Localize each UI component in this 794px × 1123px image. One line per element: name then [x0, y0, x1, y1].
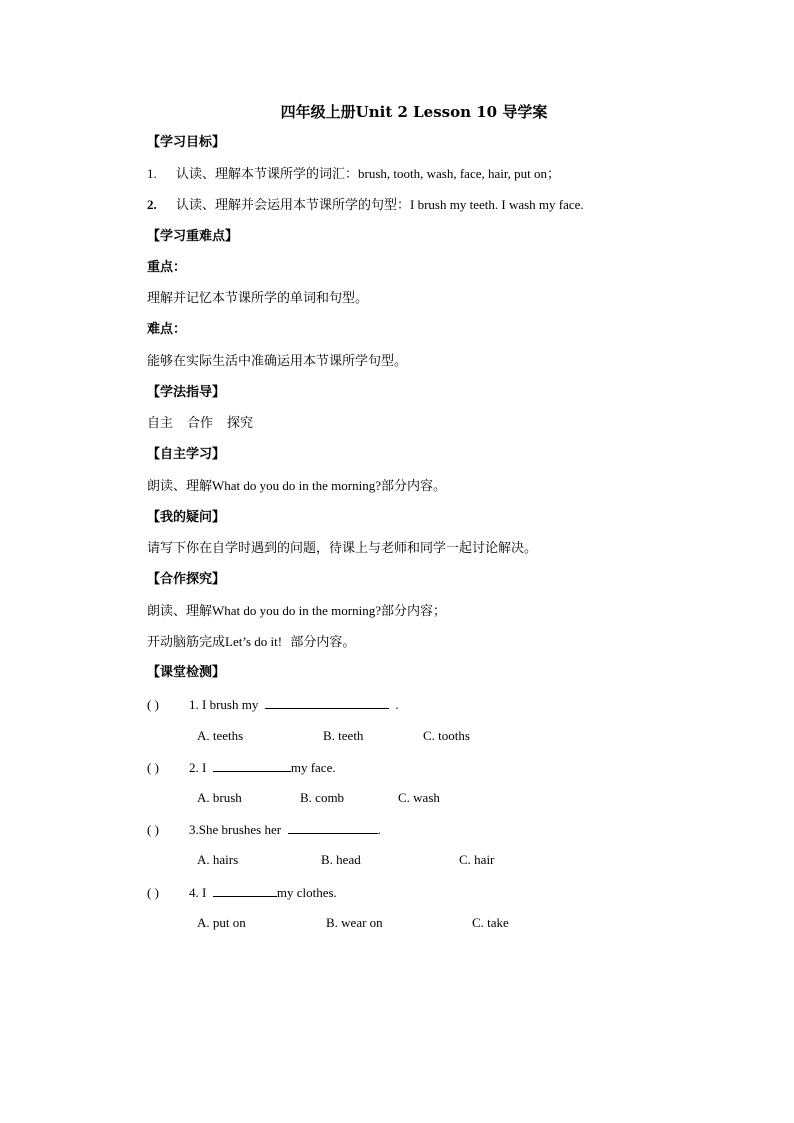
option-c: C. take [472, 915, 509, 930]
method-item: 合作 [187, 416, 214, 431]
answer-blank[interactable] [213, 883, 277, 897]
option-a: A. teeths [197, 728, 244, 743]
answer-paren[interactable]: ( ) [147, 760, 159, 775]
self-study-text-cn: 朗读、理解 [147, 479, 213, 494]
method-heading: 【学法指导】 [147, 385, 226, 400]
goal-item-2 [147, 196, 584, 215]
option-a: A. put on [197, 915, 246, 930]
cooperation-heading: 【合作探究】 [147, 572, 226, 587]
method-item: 探究 [227, 416, 254, 431]
answer-blank[interactable] [288, 820, 378, 834]
goal-item-1 [147, 165, 560, 184]
question-prefix: 2. I [189, 760, 207, 775]
self-study-text [147, 477, 446, 496]
option-b: B. comb [300, 790, 345, 805]
quiz-question-1 [147, 695, 399, 714]
goal-text-cn: 认读、理解本节课所学的词汇： [176, 167, 359, 182]
option-b: B. teeth [323, 728, 364, 743]
option-a: A. brush [197, 790, 242, 805]
goal-number: 2. [147, 197, 157, 212]
self-study-text-en: What do you do in the morning? [212, 478, 381, 493]
goal-number: 1. [147, 166, 157, 181]
option-a: A. hairs [197, 852, 239, 867]
answer-paren[interactable]: ( ) [147, 885, 159, 900]
goal-text-en: brush, tooth, wash, face, hair, put on； [358, 166, 561, 181]
page-title: 四年级上册Unit 2 Lesson 10 导学案 [280, 103, 548, 121]
cooperation-text-en: What do you do in the morning? [212, 603, 381, 618]
my-questions-heading: 【我的疑问】 [147, 510, 226, 525]
option-c: C. hair [459, 852, 495, 867]
question-suffix: . [377, 822, 381, 837]
option-b: B. wear on [326, 915, 383, 930]
quiz-heading: 【课堂检测】 [147, 665, 226, 680]
difficulty-label: 难点： [147, 322, 187, 337]
cooperation-text-cn: 开动脑筋完成 [147, 635, 226, 650]
quiz-question-3 [147, 820, 381, 839]
answer-blank[interactable] [265, 695, 389, 709]
method-item: 自主 [147, 416, 174, 431]
key-points-heading: 【学习重难点】 [147, 229, 239, 244]
option-c: C. tooths [423, 728, 470, 743]
difficulty-text: 能够在实际生活中准确运用本节课所学句型。 [147, 354, 408, 369]
method-list [147, 415, 267, 433]
cooperation-text-cn-end: 部分内容。 [290, 635, 356, 650]
self-study-text-cn-end: 部分内容。 [380, 479, 446, 494]
question-suffix: . [395, 697, 399, 712]
cooperation-text-en: Let’s do it! [225, 634, 283, 649]
question-prefix: 1. I brush my [189, 697, 259, 712]
option-c: C. wash [398, 790, 440, 805]
answer-paren[interactable]: ( ) [147, 697, 159, 712]
cooperation-text-cn: 朗读、理解 [147, 604, 213, 619]
question-suffix: my clothes. [276, 885, 337, 900]
focus-text: 理解并记忆本节课所学的单词和句型。 [147, 291, 369, 306]
my-questions-text: 请写下你在自学时遇到的问题，待课上与老师和同学一起讨论解决。 [147, 541, 538, 556]
self-study-heading: 【自主学习】 [147, 447, 226, 462]
goal-text-en: I brush my teeth. I wash my face. [410, 197, 584, 212]
cooperation-text-cn-end: 部分内容； [380, 604, 446, 619]
cooperation-line-2 [147, 633, 355, 652]
quiz-question-4 [147, 883, 337, 902]
question-prefix: 4. I [189, 885, 207, 900]
goals-heading: 【学习目标】 [147, 135, 226, 150]
answer-paren[interactable]: ( ) [147, 822, 159, 837]
focus-label: 重点： [147, 260, 187, 275]
question-suffix: my face. [290, 760, 336, 775]
answer-blank[interactable] [213, 758, 291, 772]
goal-text-cn: 认读、理解并会运用本节课所学的句型： [176, 198, 411, 213]
option-b: B. head [321, 852, 361, 867]
question-prefix: 3.She brushes her [189, 822, 282, 837]
cooperation-line-1 [147, 602, 446, 621]
quiz-question-2 [147, 758, 336, 777]
